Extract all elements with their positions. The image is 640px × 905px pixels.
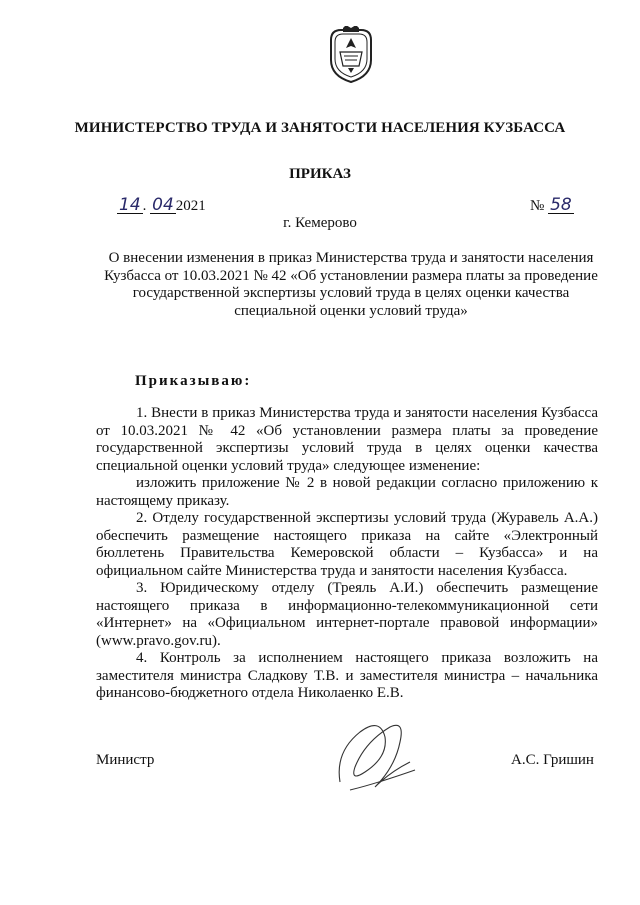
number-sign: № [530, 198, 545, 214]
handwritten-signature-icon [330, 712, 420, 797]
date-day: 14 [119, 195, 141, 215]
paragraph-3: 3. Юридическому отделу (Трeяль А.И.) обеспечить размещение настоящего приказа в информационно-телекоммуникационной сети «Интернет» на «Официальном интернет-портале правовой информации» (www.pravo.gov.ru). [96, 580, 598, 649]
date-month: 04 [152, 195, 174, 215]
signatory-name: А.С. Гришин [511, 752, 594, 768]
kuzbass-coat-of-arms-icon [326, 26, 376, 84]
order-number [530, 197, 574, 215]
city: г. Кемерово [283, 215, 357, 231]
ministry-name: МИНИСТЕРСТВО ТРУДА И ЗАНЯТОСТИ НАСЕЛЕНИЯ КУЗБАССА [74, 120, 566, 136]
decree-heading: Приказываю: [135, 373, 252, 389]
number-value: 58 [550, 195, 572, 215]
paragraph-1-continued: изложить приложение № 2 в новой редакции согласно приложению к настоящему приказу. [96, 475, 598, 509]
signatory-role: Министр [96, 752, 155, 768]
paragraph-4: 4. Контроль за исполнением настоящего приказа возложить на заместителя министра Сладкову Т.В. и заместителя министра – начальника финансово-бюджетного отдела Николаенко Е.В. [96, 650, 598, 701]
date-separator: . [142, 198, 147, 214]
order-subject: О внесении изменения в приказ Министерства труда и занятости населения Кузбасса от 10.03.2021 № 42 «Об установлении размера платы за проведение государственной экспертизы условий труда в целях оценки качества специальной оценки условий труда» [104, 250, 598, 319]
order-date [117, 197, 206, 215]
paragraph-2: 2. Отделу государственной экспертизы условий труда (Журавель А.А.) обеспечить размещение настоящего приказа на сайте «Электронный бюллетень Правительства Кемеровской области – Кузбасса» и на официальном сайте Министерства труда и занятости населения Кузбасса. [96, 510, 598, 579]
paragraph-1: 1. Внести в приказ Министерства труда и занятости населения Кузбасса от 10.03.2021 № 42 «Об установлении размера платы за проведение государственной экспертизы условий труда в целях оценки качества специальной оценки условий труда» следующее изменение: [96, 405, 598, 474]
date-year: 2021 [175, 198, 206, 214]
order-body [96, 405, 598, 703]
document-type: ПРИКАЗ [289, 166, 351, 182]
